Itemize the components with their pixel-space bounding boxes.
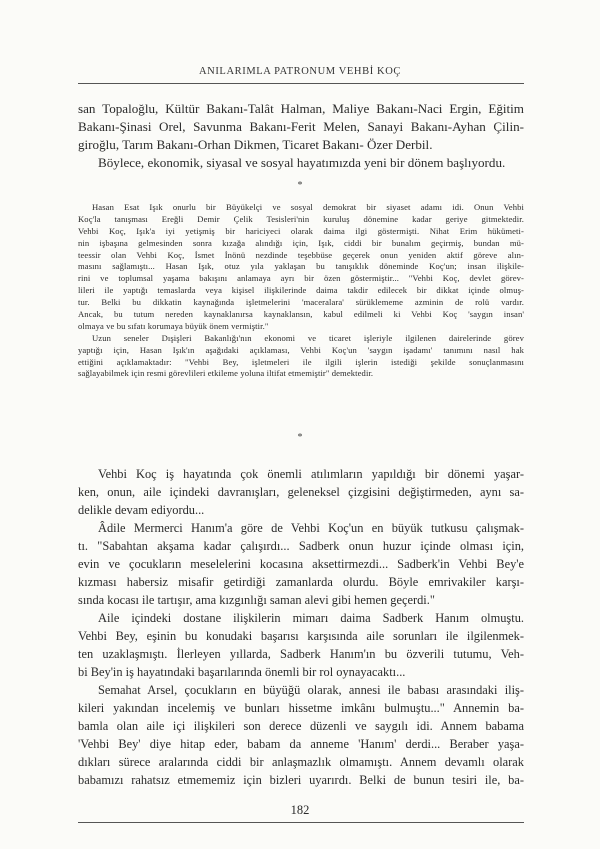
note-line: ettiğini açıklamaktadır: "Vehbi Bey, işletmeleri ile ilgili işlerin istediği şekilde sonuçlanmasını bbox=[78, 356, 524, 367]
header-rule bbox=[78, 83, 524, 84]
note-line: teessir olan Vehbi Koç, İsmet İnönü nezdinde teşebbüse geçerek onun yeniden aktif göreve alın- bbox=[78, 249, 524, 260]
note-line: rini ve toplumsal yaşama bakışını anlamaya ayrı bir özen göstermiştir... "Vehbi Koç, devlet görev- bbox=[78, 273, 524, 284]
note-line: Uzun seneler Dışişleri Bakanlığı'nın ekonomi ve ticaret işleriyle ilgilenen dairelerinde görev bbox=[92, 332, 524, 343]
text-line: babamızı rahatsız etmememiz için bizleri uyarırdı. Belki de bunun tesiri ile, ba- bbox=[78, 773, 524, 787]
text-line: kileri yakından incelemiş ve bunları hissetme imkânı bulmuştu..." Annemin ba- bbox=[78, 701, 524, 715]
main-text bbox=[78, 465, 524, 789]
text-line: ten uzaklaşmıştı. İlerleyen yıllarda, Sadberk Hanım'ın bu özverili tutumu, Veh- bbox=[78, 647, 524, 661]
note-line: sağlayabilmek için resmi görevlileri etkileme yoluna iltifat etmemiştir" demektedir. bbox=[78, 368, 374, 379]
intro-paragraph bbox=[78, 100, 524, 172]
note-line: olmaya ve bu sıfatı korumaya büyük önem vermiştir." bbox=[78, 320, 269, 331]
note-line: masını sağlamıştı... Hasan Işık, otuz yıla yaklaşan bu tanışıklık döneminde Koç'un; insan ilişkile- bbox=[78, 261, 524, 272]
text-line: Aile içindeki dostane ilişkilerin mimarı daima Sadberk Hanım olmuştu. bbox=[98, 611, 524, 625]
biographical-note bbox=[78, 202, 524, 380]
note-line: yaptığı için, Hasan Işık'ın aşağıdaki açıklaması, Vehbi Koç'un 'saygın işadamı' tanımını nasıl hak bbox=[78, 344, 524, 355]
text-line: Vehbi Koç iş hayatında çok önemli atılımların yapıldığı bir dönemi yaşar- bbox=[98, 467, 524, 481]
text-line: bamla olan aile içi ilişkileri son derece düzenli ve saygılı idi. Annem babama bbox=[78, 719, 524, 733]
text-line: Vehbi Bey, eşinin bu konudaki başarısı karşısında aile sorunları ile ilgilenmek- bbox=[78, 629, 524, 643]
note-line: tur. Belki bu dikkatin kaynağında işletmelerini 'maceralara' sürüklememe azminin de rolü vardır. bbox=[78, 297, 524, 308]
note-line: Koç'la tanışması Ereğli Demir Çelik Tesisleri'nin kuruluş dönemine kadar geriye gitmektedir. bbox=[78, 213, 524, 224]
page-number: 182 bbox=[290, 803, 310, 817]
text-line: san Topaloğlu, Kültür Bakanı-Talât Halman, Maliye Bakanı-Naci Ergin, Eğitim bbox=[78, 101, 524, 116]
text-line: delikle devam ediyordu... bbox=[78, 503, 205, 517]
note-line: Vehbi Koç, Işık'a iyi yetişmiş bir hariciyeci olarak daima ilgi göstermişti. Nihat Erim hükümeti- bbox=[78, 225, 524, 236]
section-separator: * bbox=[297, 432, 303, 443]
footer-rule bbox=[78, 822, 524, 823]
text-line: kızması habersiz misafir getirdiği zamanlarda olurdu. Böyle emrivakiler karşı- bbox=[78, 575, 524, 589]
text-line: evin ve çocukların meselelerini kocasına aksettirmezdi... Sadberk'in Vehbi Bey'e bbox=[78, 557, 524, 571]
note-line: Ancak, bu tutum nereden kaynaklanırsa kaynaklansın, kabul edilmeli ki Vehbi Koç 'saygın insan' bbox=[78, 309, 524, 320]
text-line: Böylece, ekonomik, siyasal ve sosyal hayatımızda yeni bir dönem başlıyordu. bbox=[98, 155, 506, 171]
text-line: 'Vehbi Bey' diye hitap eder, babam da anneme 'Hanım' derdi... Beraber yaşa- bbox=[78, 737, 524, 751]
text-line: Semahat Arsel, çocukların en büyüğü olarak, annesi ile babası arasındaki iliş- bbox=[98, 683, 524, 697]
note-line: lileri ile yaptığı temaslarda veya kişisel ilişkilerinde daima takdir edilecek bir dikkat içinde olmuş- bbox=[78, 285, 524, 296]
text-line: Âdile Mermerci Hanım'a göre de Vehbi Koç'un en büyük tutkusu çalışmak- bbox=[98, 521, 524, 535]
text-line: ken, onun, aile içindeki davranışları, geleneksel çizgisini değiştirmeden, aynı sa- bbox=[78, 485, 524, 499]
note-line: Hasan Esat Işık onurlu bir Büyükelçi ve sosyal demokrat bir siyaset adamı idi. Onun Vehbi bbox=[92, 202, 524, 212]
text-line: dıkları sürece aralarında ciddi bir anlaşmazlık olmamıştı. Annem devamlı olarak bbox=[78, 755, 524, 769]
text-line: giroğlu, Tarım Bakanı-Orhan Dikmen, Ticaret Bakanı- Özer Derbil. bbox=[78, 137, 433, 153]
text-line: Bakanı-Şinasi Orel, Savunma Bakanı-Ferit Melen, Sanayi Bakanı-Ayhan Çilin- bbox=[78, 119, 524, 135]
section-separator: * bbox=[297, 180, 303, 191]
note-line: nin işbaşına gelmesinden sonra kızağa alındığı için, Işık, ciddi bir bunalım geçirmiş, bundan mü- bbox=[78, 237, 524, 248]
text-line: tı. "Sabahtan akşama kadar çalışırdı... Sadberk onun huzur içinde olması için, bbox=[78, 539, 524, 553]
running-head: ANILARIMLA PATRONUM VEHBİ KOÇ bbox=[198, 66, 402, 77]
text-line: sında kocası ile tartışır, ama kızgınlığı saman alevi gibi hemen geçerdi." bbox=[78, 593, 435, 607]
text-line: bi Bey'in iş hayatındaki başarılarında önemli bir rol oynayacaktı... bbox=[78, 665, 406, 679]
